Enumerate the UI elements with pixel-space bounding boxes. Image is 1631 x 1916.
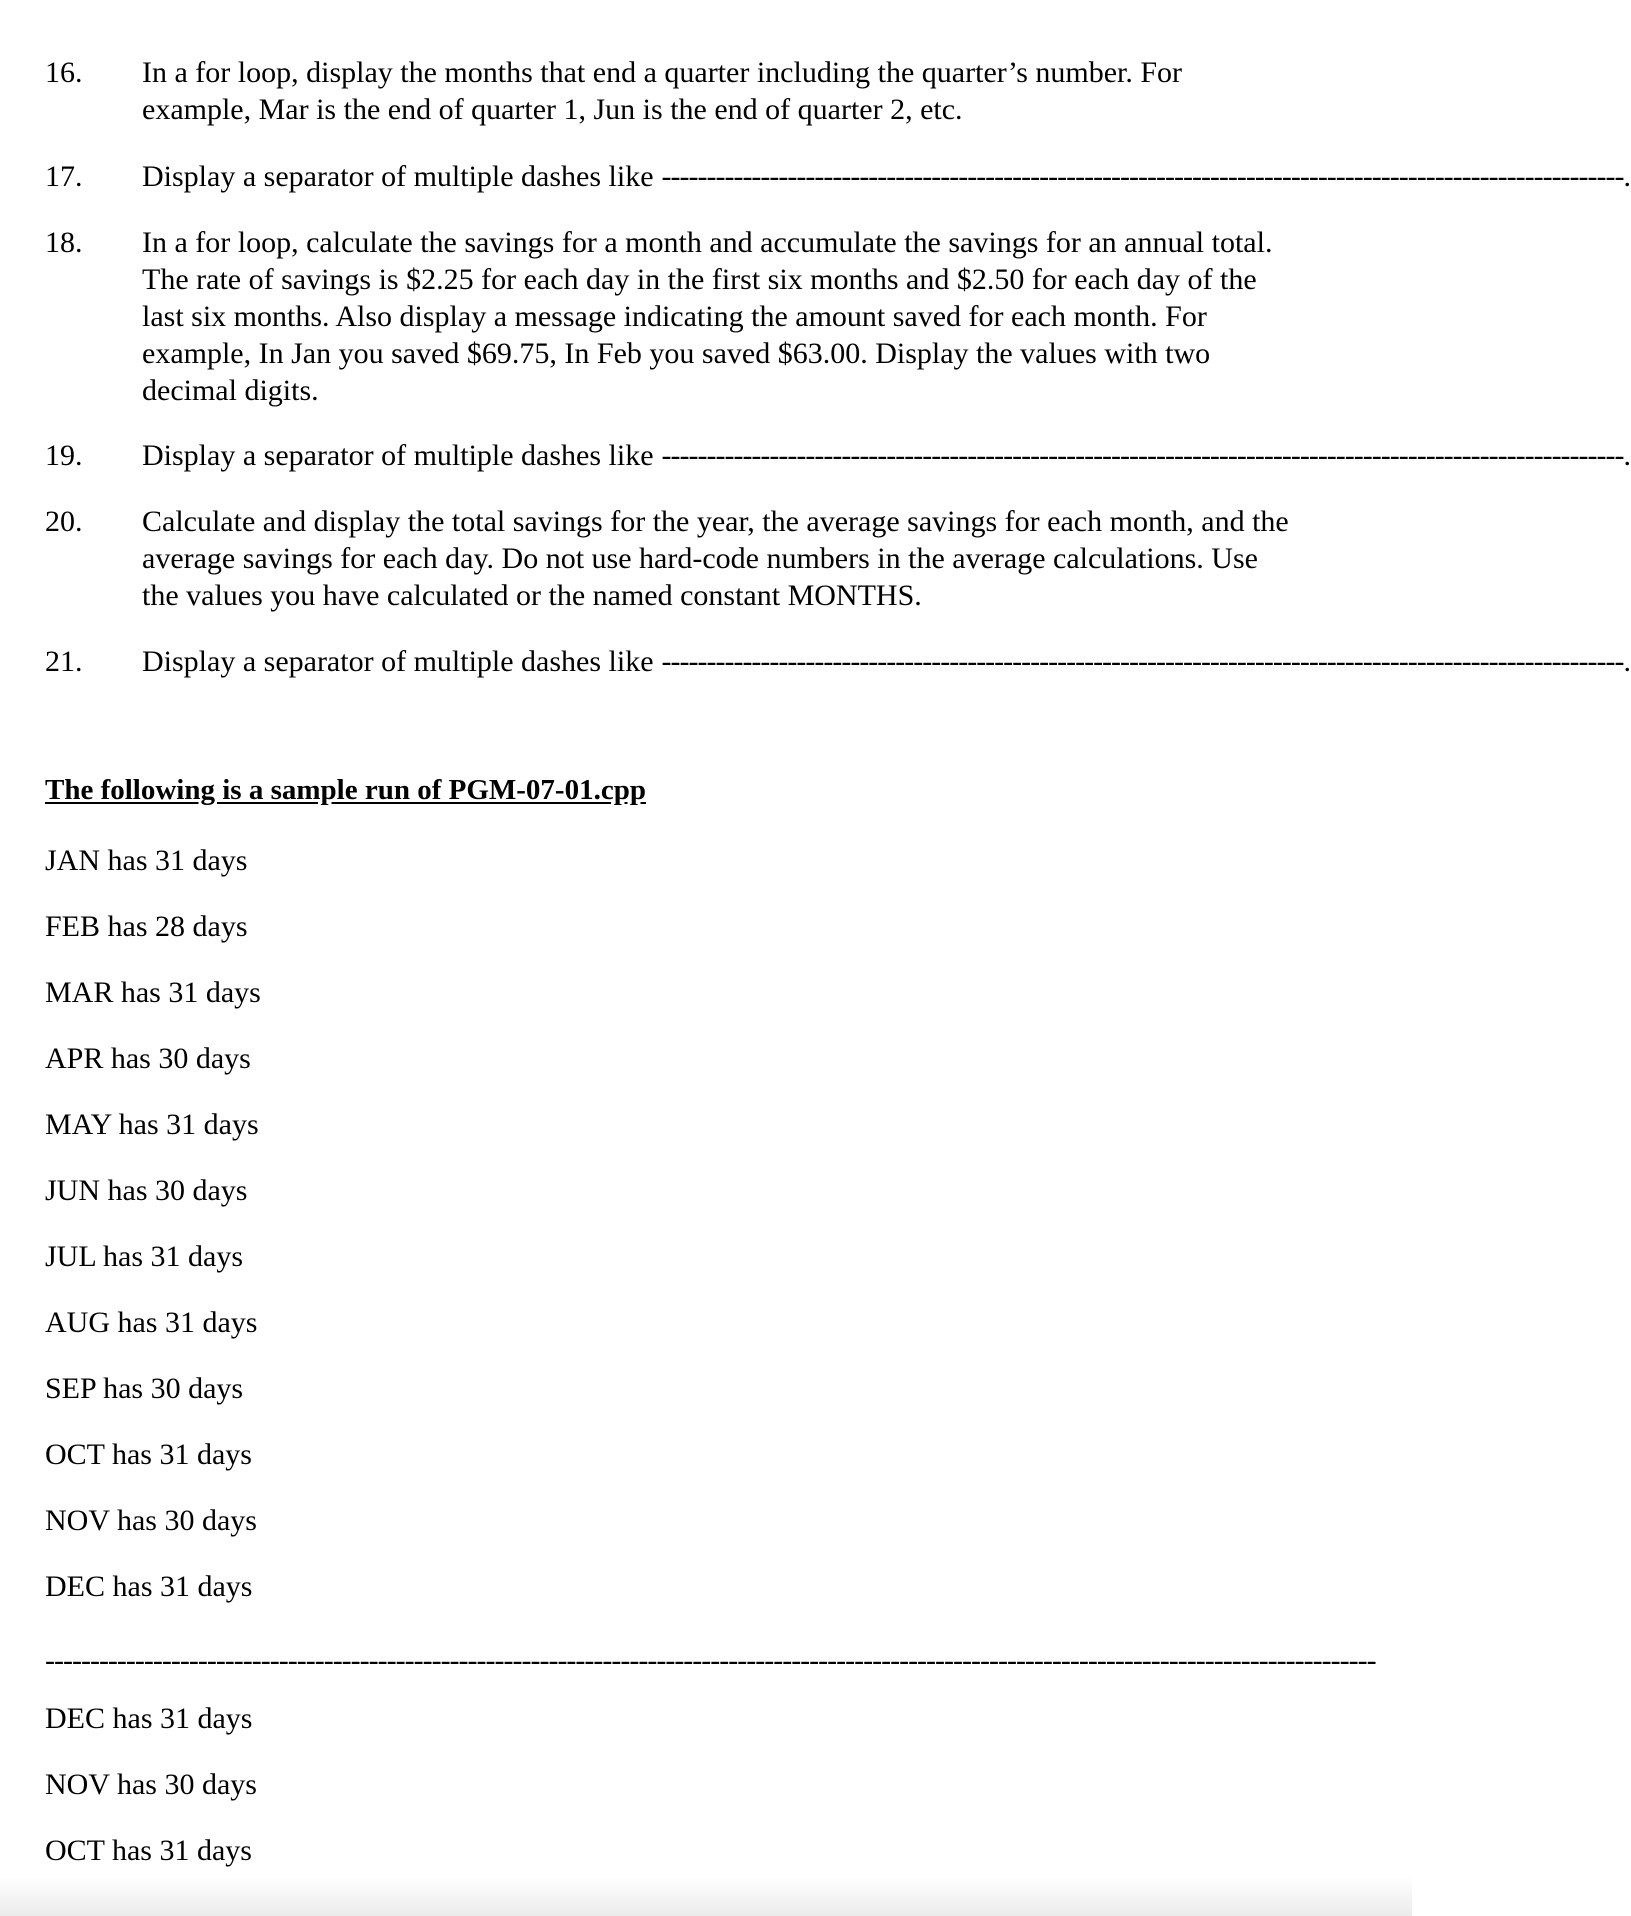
item-line: Display a separator of multiple dashes like xyxy=(142,645,654,678)
item-number: 18. xyxy=(45,226,83,259)
item-text xyxy=(142,643,1631,680)
item-line: last six months. Also display a message indicating the amount saved for each month. For xyxy=(142,300,1207,333)
sample-output-line: JUN has 30 days xyxy=(45,1174,248,1207)
sample-run-heading: The following is a sample run of PGM-07-01.cpp xyxy=(45,774,646,806)
item-line: decimal digits. xyxy=(142,374,319,407)
item-line: In a for loop, display the months that end a quarter including the quarter’s number. For xyxy=(142,56,1183,89)
item-line: Display a separator of multiple dashes like xyxy=(142,160,654,193)
item-line: Calculate and display the total savings for the year, the average savings for each month, and the xyxy=(142,505,1289,538)
sample-output-line: SEP has 30 days xyxy=(45,1372,244,1405)
sample-output-line: DEC has 31 days xyxy=(45,1570,253,1603)
dash-separator-line xyxy=(142,643,1631,680)
sample-output-line: JAN has 31 days xyxy=(45,844,248,877)
item-text xyxy=(142,503,1422,614)
sample-output-line: FEB has 28 days xyxy=(45,910,248,943)
item-line: the values you have calculated or the named constant MONTHS. xyxy=(142,579,922,612)
sample-output-line: MAR has 31 days xyxy=(45,976,261,1009)
item-number: 20. xyxy=(45,505,83,538)
dashes: ----------------------------------------------------------------------------------------------------------- xyxy=(661,439,1624,472)
dash-separator-line xyxy=(142,158,1631,195)
item-line: example, Mar is the end of quarter 1, Jun is the end of quarter 2, etc. xyxy=(142,93,963,126)
item-number: 19. xyxy=(45,439,83,472)
item-line: example, In Jan you saved $69.75, In Feb you saved $63.00. Display the values with two xyxy=(142,337,1211,370)
item-text xyxy=(142,54,1422,128)
item-line: The rate of savings is $2.25 for each day in the first six months and $2.50 for each day of the xyxy=(142,263,1257,296)
period: . xyxy=(1623,439,1631,472)
sample-output-line: NOV has 30 days xyxy=(45,1768,257,1801)
item-line: Display a separator of multiple dashes like xyxy=(142,439,654,472)
sample-output-line: OCT has 31 days xyxy=(45,1438,252,1471)
item-text xyxy=(142,437,1631,474)
item-line: In a for loop, calculate the savings for a month and accumulate the savings for an annual total. xyxy=(142,226,1273,259)
dash-separator-line xyxy=(142,437,1631,474)
item-line: average savings for each day. Do not use hard-code numbers in the average calculations. Use xyxy=(142,542,1258,575)
item-number: 21. xyxy=(45,645,83,678)
period: . xyxy=(1623,645,1631,678)
item-text xyxy=(142,224,1422,409)
sample-output-line: DEC has 31 days xyxy=(45,1702,253,1735)
item-text xyxy=(142,158,1631,195)
sample-output-line: AUG has 31 days xyxy=(45,1306,258,1339)
sample-output-line: MAY has 31 days xyxy=(45,1108,259,1141)
sample-output-line: OCT has 31 days xyxy=(45,1834,252,1867)
dashes: ----------------------------------------------------------------------------------------------------------- xyxy=(661,160,1624,193)
dashes: ----------------------------------------------------------------------------------------------------------- xyxy=(661,645,1624,678)
sample-output-line: JUL has 31 days xyxy=(45,1240,244,1273)
sample-output-line: NOV has 30 days xyxy=(45,1504,257,1537)
period: . xyxy=(1623,160,1631,193)
item-number: 16. xyxy=(45,56,83,89)
sample-output-line: APR has 30 days xyxy=(45,1042,251,1075)
sample-separator: ---------------------------------------------------------------------------------------------------------------------------------------------------- xyxy=(45,1644,1376,1677)
item-number: 17. xyxy=(45,160,83,193)
page-bottom-shadow xyxy=(0,1876,1412,1916)
